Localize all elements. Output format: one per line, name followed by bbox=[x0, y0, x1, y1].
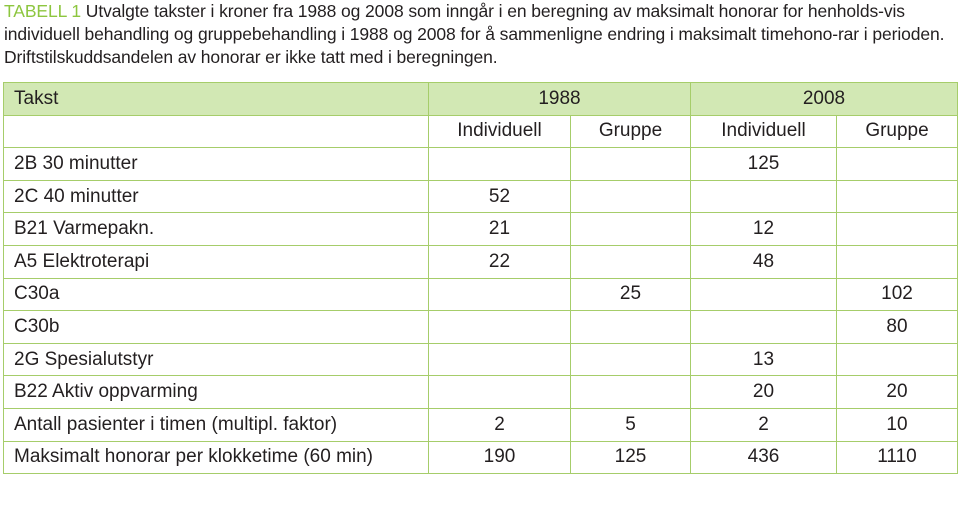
table-row bbox=[4, 213, 958, 246]
table-label: TABELL 1 bbox=[4, 1, 82, 21]
subheader-2008-individuell: Individuell bbox=[691, 115, 837, 148]
cell-1988-gruppe: 5 bbox=[571, 408, 691, 441]
subheader-2008-gruppe: Gruppe bbox=[837, 115, 958, 148]
subheader-empty bbox=[4, 115, 429, 148]
table-row bbox=[4, 278, 958, 311]
cell-2008-gruppe bbox=[837, 213, 958, 246]
row-label: 2B 30 minutter bbox=[4, 148, 429, 181]
cell-2008-gruppe bbox=[837, 148, 958, 181]
header-row bbox=[4, 83, 958, 116]
row-label: C30b bbox=[4, 311, 429, 344]
cell-2008-individuell: 2 bbox=[691, 408, 837, 441]
cell-2008-individuell: 125 bbox=[691, 148, 837, 181]
cell-2008-individuell: 12 bbox=[691, 213, 837, 246]
cell-1988-individuell bbox=[429, 278, 571, 311]
header-year-1988: 1988 bbox=[429, 83, 691, 116]
cell-2008-individuell bbox=[691, 311, 837, 344]
cell-1988-individuell bbox=[429, 311, 571, 344]
cell-2008-gruppe bbox=[837, 180, 958, 213]
cell-2008-individuell: 13 bbox=[691, 343, 837, 376]
table-row bbox=[4, 311, 958, 344]
cell-2008-individuell bbox=[691, 278, 837, 311]
cell-1988-gruppe bbox=[571, 343, 691, 376]
cell-1988-individuell: 21 bbox=[429, 213, 571, 246]
header-takst: Takst bbox=[4, 83, 429, 116]
table-row bbox=[4, 441, 958, 474]
cell-2008-gruppe: 1110 bbox=[837, 441, 958, 474]
table-row bbox=[4, 148, 958, 181]
cell-1988-individuell bbox=[429, 148, 571, 181]
subheader-row bbox=[4, 115, 958, 148]
table-row bbox=[4, 408, 958, 441]
cell-1988-gruppe bbox=[571, 245, 691, 278]
table-row bbox=[4, 245, 958, 278]
cell-2008-gruppe: 102 bbox=[837, 278, 958, 311]
cell-1988-individuell: 2 bbox=[429, 408, 571, 441]
cell-1988-gruppe bbox=[571, 311, 691, 344]
cell-1988-individuell bbox=[429, 376, 571, 409]
cell-2008-gruppe bbox=[837, 343, 958, 376]
cell-1988-individuell: 190 bbox=[429, 441, 571, 474]
cell-1988-individuell bbox=[429, 343, 571, 376]
cell-1988-gruppe bbox=[571, 213, 691, 246]
row-label: A5 Elektroterapi bbox=[4, 245, 429, 278]
cell-2008-gruppe bbox=[837, 245, 958, 278]
row-label: B21 Varmepakn. bbox=[4, 213, 429, 246]
subheader-1988-gruppe: Gruppe bbox=[571, 115, 691, 148]
cell-1988-gruppe bbox=[571, 148, 691, 181]
row-label: 2C 40 minutter bbox=[4, 180, 429, 213]
cell-2008-individuell bbox=[691, 180, 837, 213]
row-label: B22 Aktiv oppvarming bbox=[4, 376, 429, 409]
cell-1988-gruppe: 25 bbox=[571, 278, 691, 311]
fee-table bbox=[3, 82, 958, 474]
row-label: Maksimalt honorar per klokketime (60 min) bbox=[4, 441, 429, 474]
cell-1988-gruppe bbox=[571, 376, 691, 409]
cell-2008-individuell: 20 bbox=[691, 376, 837, 409]
cell-1988-individuell: 22 bbox=[429, 245, 571, 278]
cell-1988-individuell: 52 bbox=[429, 180, 571, 213]
caption-text: Utvalgte takster i kroner fra 1988 og 2008 som inngår i en beregning av maksimalt honorar for henholds-vis individuell behandling og gruppebehandling i 1988 og 2008 for å sammenligne endring i maksimalt timehono-rar i perioden. Driftstilskuddsandelen av honorar er ikke tatt med i beregningen. bbox=[4, 1, 945, 67]
table-row bbox=[4, 376, 958, 409]
row-label: C30a bbox=[4, 278, 429, 311]
header-year-2008: 2008 bbox=[691, 83, 958, 116]
table-row bbox=[4, 343, 958, 376]
cell-1988-gruppe: 125 bbox=[571, 441, 691, 474]
cell-2008-gruppe: 20 bbox=[837, 376, 958, 409]
cell-2008-gruppe: 80 bbox=[837, 311, 958, 344]
table-row bbox=[4, 180, 958, 213]
cell-2008-gruppe: 10 bbox=[837, 408, 958, 441]
cell-2008-individuell: 48 bbox=[691, 245, 837, 278]
cell-1988-gruppe bbox=[571, 180, 691, 213]
row-label: Antall pasienter i timen (multipl. faktor) bbox=[4, 408, 429, 441]
subheader-1988-individuell: Individuell bbox=[429, 115, 571, 148]
row-label: 2G Spesialutstyr bbox=[4, 343, 429, 376]
cell-2008-individuell: 436 bbox=[691, 441, 837, 474]
table-caption bbox=[4, 0, 956, 69]
